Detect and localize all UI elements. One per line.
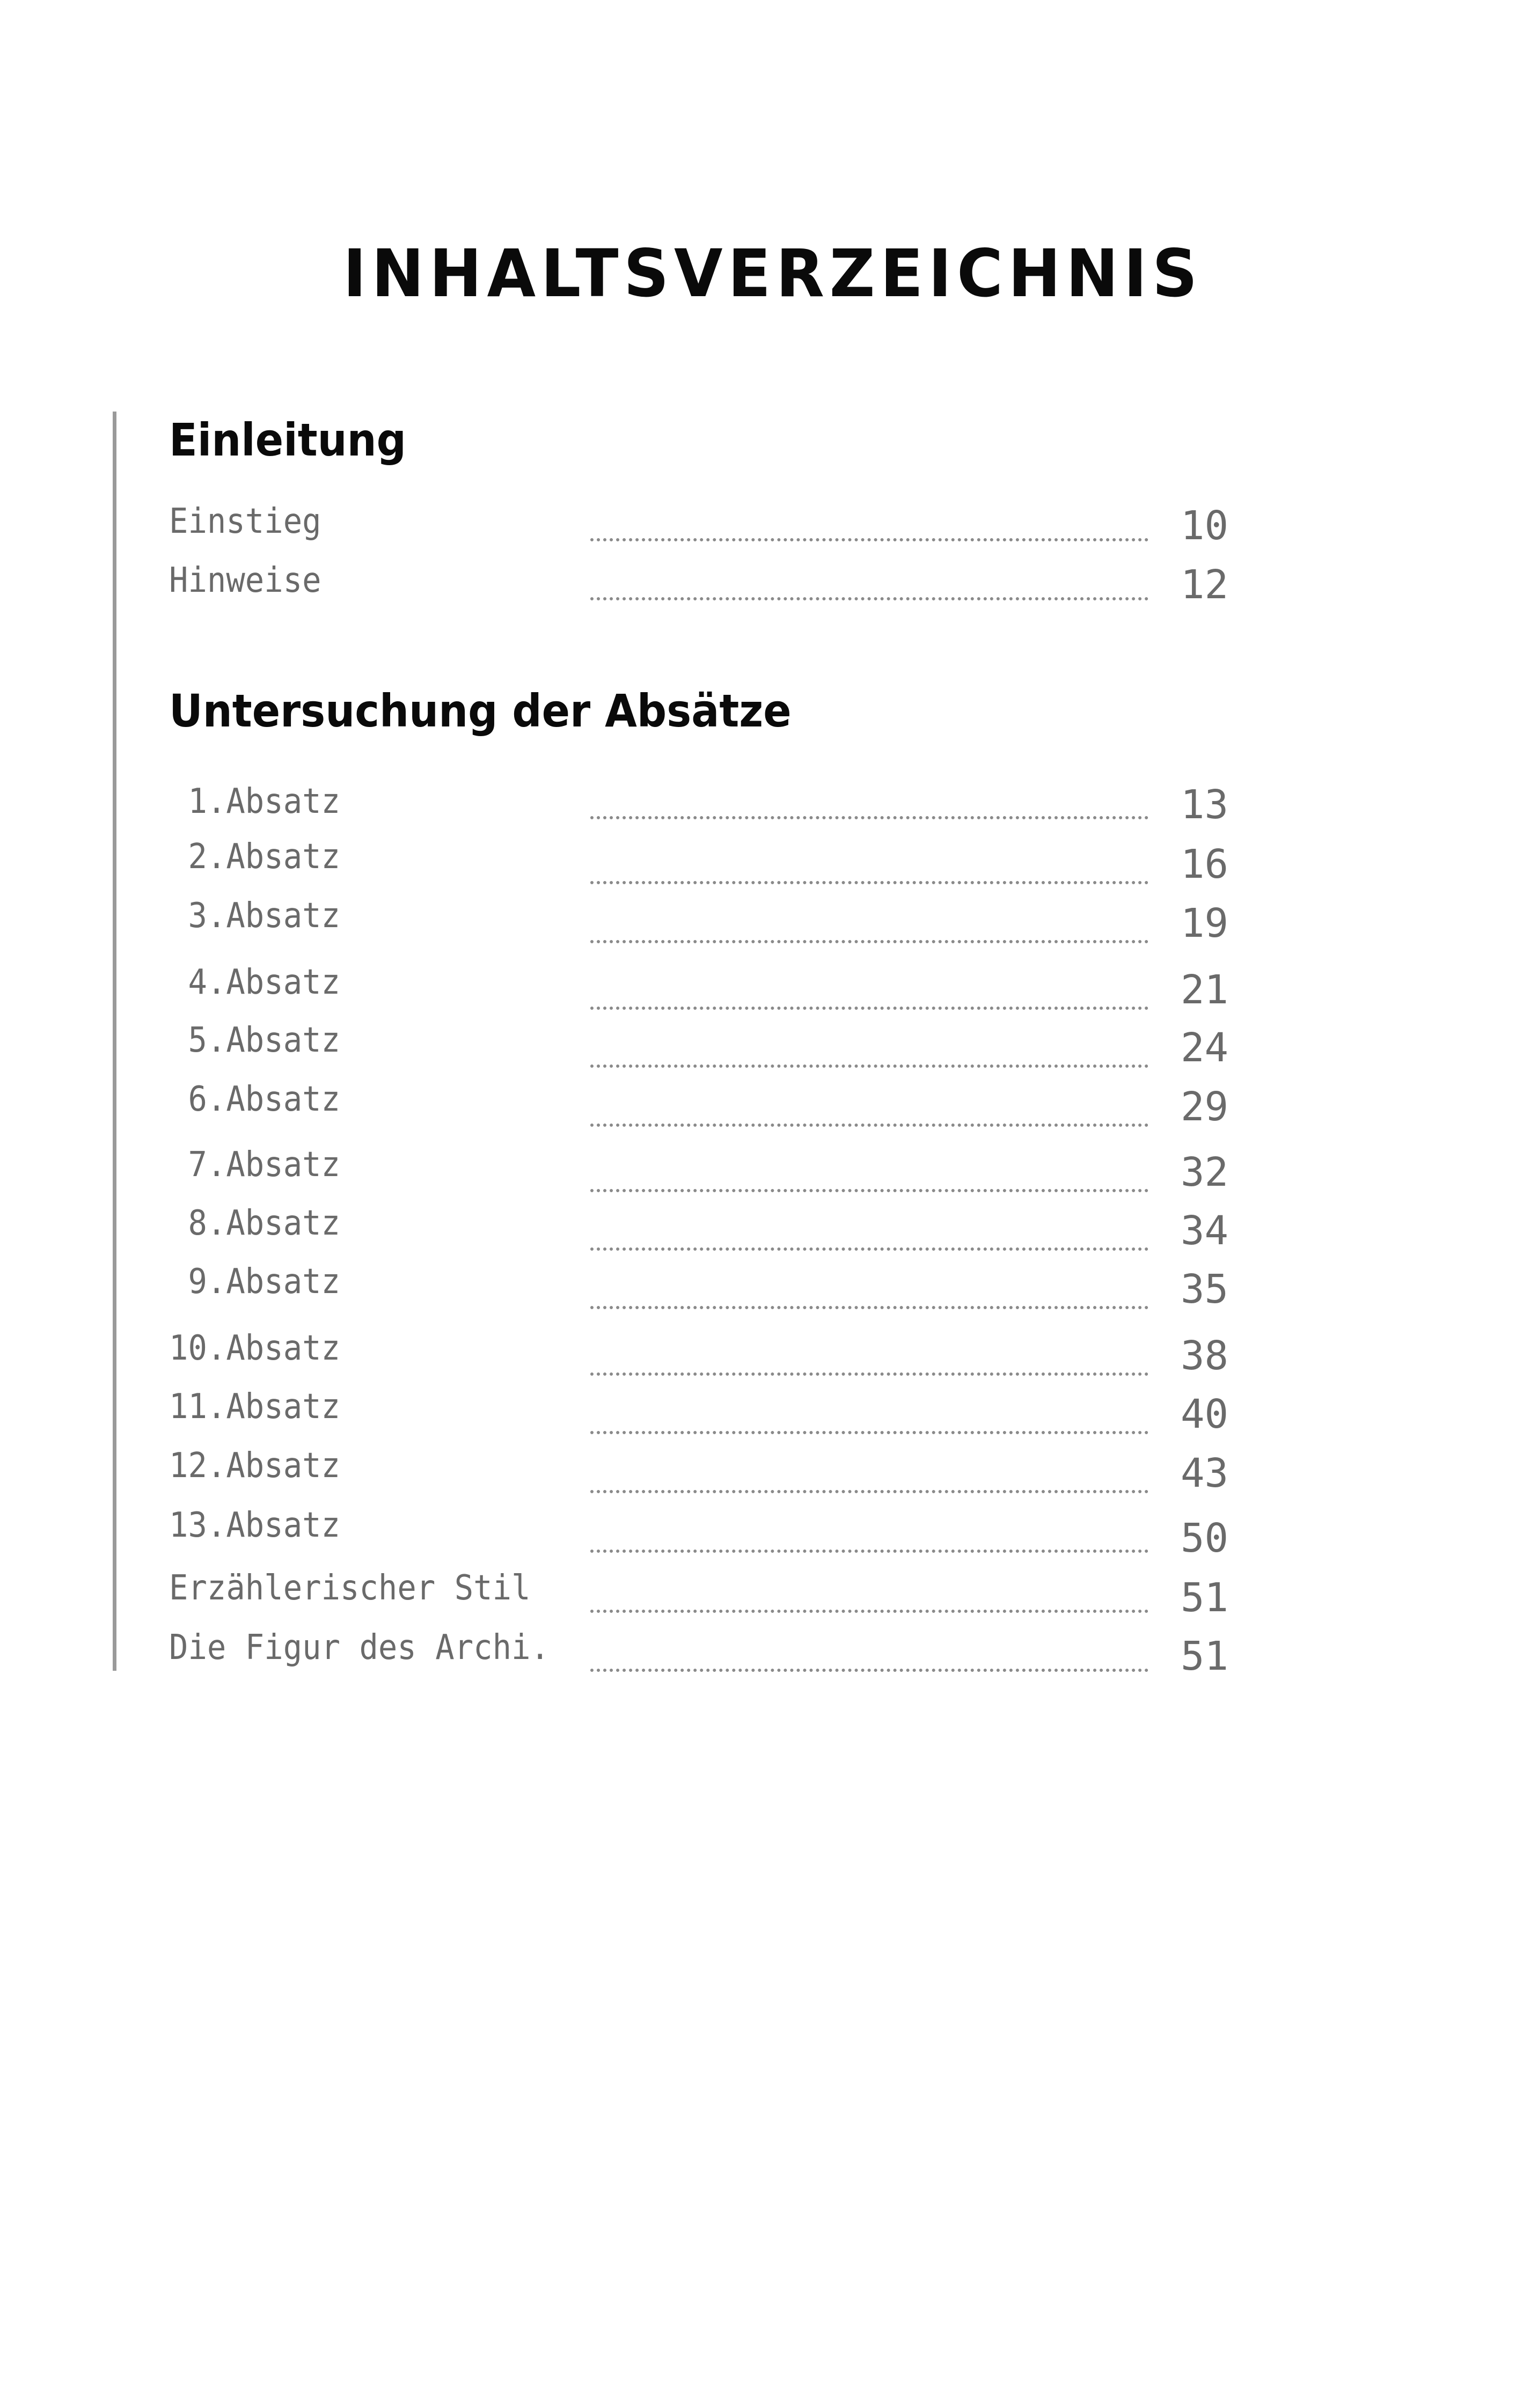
toc-entry-leader — [590, 1306, 1148, 1309]
toc-entry-leader — [590, 940, 1148, 943]
toc-entry-leader — [590, 1431, 1148, 1434]
toc-entry-page[interactable]: 21 — [1181, 967, 1229, 1013]
toc-entry-page[interactable]: 16 — [1181, 841, 1229, 887]
toc-entry-label[interactable]: 13.Absatz — [169, 1506, 341, 1545]
toc-entry-leader — [590, 538, 1148, 541]
toc-entry-page[interactable]: 34 — [1181, 1208, 1229, 1254]
toc-entry-label[interactable]: 4.Absatz — [169, 963, 341, 1002]
toc-entry-page[interactable]: 19 — [1181, 900, 1229, 946]
toc-entry-label[interactable]: 6.Absatz — [169, 1080, 341, 1119]
toc-entry-page[interactable]: 51 — [1181, 1575, 1229, 1621]
toc-entry-page[interactable]: 32 — [1181, 1149, 1229, 1195]
toc-entry-leader — [590, 1550, 1148, 1553]
toc-entry-leader — [590, 1189, 1148, 1192]
toc-entry-leader — [590, 881, 1148, 884]
page-title: INHALTSVERZEICHNIS — [343, 236, 1203, 312]
toc-entry-leader — [590, 1490, 1148, 1493]
toc-entry-label[interactable]: 12.Absatz — [169, 1446, 341, 1486]
toc-entry-page[interactable]: 29 — [1181, 1084, 1229, 1130]
toc-entry-page[interactable]: 43 — [1181, 1450, 1229, 1496]
toc-entry-page[interactable]: 12 — [1181, 562, 1229, 608]
toc-entry-page[interactable]: 50 — [1181, 1515, 1229, 1561]
toc-entry-label[interactable]: Erzählerischer Stil — [169, 1568, 531, 1608]
toc-entry-page[interactable]: 40 — [1181, 1391, 1229, 1437]
toc-entry-leader — [590, 597, 1148, 600]
toc-entry-label[interactable]: 11.Absatz — [169, 1387, 341, 1427]
toc-entry-label[interactable]: 1.Absatz — [169, 782, 341, 821]
toc-entry-leader — [590, 1124, 1148, 1127]
toc-entry-label[interactable]: 5.Absatz — [169, 1021, 341, 1060]
toc-entry-leader — [590, 1610, 1148, 1613]
toc-entry-page[interactable]: 38 — [1181, 1333, 1229, 1379]
section-heading-einleitung: Einleitung — [169, 414, 406, 466]
toc-entry-label[interactable]: 3.Absatz — [169, 896, 341, 936]
toc-entry-leader — [590, 1247, 1148, 1251]
section-heading-untersuchung: Untersuchung der Absätze — [169, 685, 792, 737]
toc-entry-page[interactable]: 10 — [1181, 503, 1229, 549]
toc-entry-label[interactable]: 7.Absatz — [169, 1145, 341, 1185]
toc-entry-page[interactable]: 13 — [1181, 782, 1229, 828]
toc-entry-leader — [590, 1669, 1148, 1672]
toc-entry-label[interactable]: 8.Absatz — [169, 1203, 341, 1243]
toc-entry-leader — [590, 816, 1148, 819]
toc-entry-leader — [590, 1372, 1148, 1376]
toc-vertical-rule — [113, 412, 116, 1671]
toc-entry-label[interactable]: Einstieg — [169, 502, 321, 541]
toc-entry-label[interactable]: 10.Absatz — [169, 1328, 341, 1368]
toc-entry-label[interactable]: Die Figur des Archi. — [169, 1628, 550, 1668]
toc-entry-page[interactable]: 24 — [1181, 1025, 1229, 1071]
toc-entry-label[interactable]: 2.Absatz — [169, 837, 341, 877]
toc-entry-leader — [590, 1064, 1148, 1068]
toc-entry-leader — [590, 1007, 1148, 1010]
toc-entry-label[interactable]: Hinweise — [169, 561, 321, 600]
toc-entry-page[interactable]: 35 — [1181, 1266, 1229, 1312]
toc-entry-page[interactable]: 51 — [1181, 1633, 1229, 1679]
toc-entry-label[interactable]: 9.Absatz — [169, 1262, 341, 1302]
